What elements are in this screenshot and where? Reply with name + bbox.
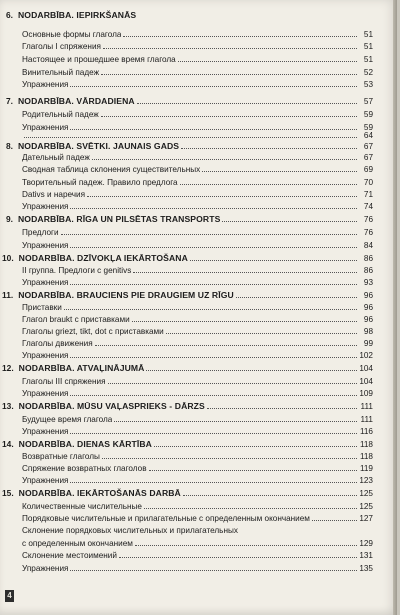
dot-leader [24, 137, 357, 138]
toc-page-number: 52 [363, 68, 373, 77]
chapter-title: NODARBĪBA. SVĒTKI. JAUNAIS GADS [18, 141, 180, 151]
section-title: Спряжение возвратных глаголов [22, 464, 147, 473]
toc-page-number: 57 [363, 97, 373, 106]
toc-page-number: 64 [363, 131, 373, 140]
toc-page-number: 51 [363, 55, 373, 64]
toc-section-entry [22, 199, 373, 211]
section-title: Творительный падеж. Правило предлога [22, 178, 178, 187]
chapter-number: 6. [6, 10, 13, 20]
toc-section-entry [22, 536, 373, 548]
section-title: Упражнения [22, 241, 69, 250]
dot-leader [222, 221, 357, 222]
section-title: Будущее время глагола [22, 415, 113, 424]
toc-section-entry [22, 275, 373, 287]
toc-page-number: 125 [359, 502, 373, 511]
toc-page-number: 51 [363, 30, 373, 39]
toc-section-entry [22, 324, 373, 336]
toc-page-number: 67 [363, 142, 373, 151]
toc-page-number: 59 [363, 110, 373, 119]
toc-section-entry [22, 312, 373, 324]
toc-page-number: 67 [363, 153, 373, 162]
chapter-title: NODARBĪBA. ATVAĻINĀJUMĀ [18, 363, 145, 373]
toc-section-entry [22, 449, 373, 461]
chapter-title: NODARBĪBA. IEKĀRTOŠANĀS DARBĀ [18, 488, 181, 498]
toc-page-number: 99 [363, 339, 373, 348]
toc-section-entry [22, 77, 373, 89]
toc-page-number: 96 [363, 291, 373, 300]
toc-page-number: 93 [363, 278, 373, 287]
dot-leader [70, 570, 357, 571]
section-title: Упражнения [22, 389, 69, 398]
section-title: Сводная таблица склонения существительных [22, 165, 201, 174]
section-title: II группа. Предлоги с genitivs [22, 266, 132, 275]
toc-section-entry [22, 374, 373, 386]
dot-leader [102, 458, 357, 459]
toc-chapter-entry [2, 288, 373, 300]
section-title: Основные формы глагола [22, 30, 122, 39]
dot-leader [149, 470, 357, 471]
chapter-title: NODARBĪBA. DIENAS KĀRTĪBA [18, 439, 152, 449]
toc-section-entry [22, 65, 373, 77]
toc-page-number: 135 [359, 564, 373, 573]
dot-leader [132, 321, 357, 322]
dot-leader [101, 74, 357, 75]
dot-leader [61, 234, 357, 235]
toc-section-entry [22, 238, 373, 250]
chapter-title: NODARBĪBA. MŪSU VAĻASPRIEKS - DĀRZS [18, 401, 205, 411]
toc-page-number: 111 [360, 415, 373, 424]
toc-section-entry [22, 561, 373, 573]
section-title: Порядковые числительные и прилагательные с определенным окончанием [22, 514, 310, 523]
toc-section-entry [22, 150, 373, 162]
section-title: Глаголы I спряжения [22, 42, 101, 51]
dot-leader [64, 309, 357, 310]
dot-leader [70, 395, 357, 396]
toc-page-number: 118 [359, 440, 373, 449]
dot-leader [119, 557, 357, 558]
toc-page-number: 116 [359, 427, 373, 436]
chapter-title: NODARBĪBA. DZĪVOKĻA IEKĀRTOŠANA [18, 253, 188, 263]
dot-leader [87, 196, 357, 197]
section-title: Упражнения [22, 564, 69, 573]
dot-leader [103, 48, 357, 49]
dot-leader [70, 284, 357, 285]
dot-leader [70, 357, 357, 358]
page-number: 4 [5, 590, 14, 602]
toc-section-entry [22, 107, 373, 119]
toc-chapter-entry [2, 251, 373, 263]
chapter-number: 9. [6, 214, 13, 224]
section-title: Упражнения [22, 427, 69, 436]
toc-page-number: 119 [359, 464, 373, 473]
toc-page-number: 125 [359, 489, 373, 498]
chapter-number: 8. [6, 141, 13, 151]
dot-leader [207, 408, 357, 409]
toc-page-number: 109 [359, 389, 373, 398]
toc-section-entry [22, 336, 373, 348]
toc-section-entry [22, 52, 373, 64]
dot-leader [137, 103, 357, 104]
toc-section-entry [22, 511, 373, 523]
dot-leader [181, 148, 357, 149]
section-title: Глаголы движения [22, 339, 93, 348]
dot-leader [114, 421, 357, 422]
dot-leader [190, 260, 357, 261]
toc-page-number: 98 [363, 327, 373, 336]
toc-chapter-entry [2, 361, 373, 373]
section-title: Глаголы III спряжения [22, 377, 106, 386]
section-title: Склонение порядковых числительных и прилагательных [22, 526, 238, 535]
section-title: Глагол braukt с приставками [22, 315, 130, 324]
toc-chapter-entry [6, 212, 373, 224]
dot-leader [70, 86, 357, 87]
dot-leader [312, 520, 357, 521]
toc-page-number: 76 [363, 215, 373, 224]
section-title: Количественные числительные [22, 502, 142, 511]
toc-page-number: 118 [359, 452, 373, 461]
toc-page-number: 51 [363, 42, 373, 51]
toc-page-number: 96 [363, 303, 373, 312]
toc-section-entry [22, 424, 373, 436]
chapter-number: 13. [2, 401, 14, 411]
section-title: Глаголы griezt, tikt, dot с приставками [22, 327, 164, 336]
dot-leader [135, 545, 357, 546]
toc-section-entry [22, 162, 373, 174]
dot-leader [144, 508, 357, 509]
toc-page-number: 127 [359, 514, 373, 523]
section-title: Возвратные глаголы [22, 452, 100, 461]
toc-section-entry [22, 386, 373, 398]
toc-section-entry [22, 548, 373, 560]
toc-section-entry [22, 225, 373, 237]
dot-leader [70, 482, 357, 483]
dot-leader [146, 370, 357, 371]
toc-section-entry [22, 499, 373, 511]
toc-section-entry [22, 263, 373, 275]
toc-section-entry [22, 39, 373, 51]
section-title: Склонение местоимений [22, 551, 117, 560]
toc-page-number: 104 [359, 377, 373, 386]
dot-leader [180, 184, 357, 185]
toc-section-entry [22, 473, 373, 485]
toc-page-number: 123 [359, 476, 373, 485]
chapter-title: NODARBĪBA. VĀRDADIENA [18, 96, 135, 106]
dot-leader [202, 171, 357, 172]
toc-section-entry [22, 187, 373, 199]
toc-page-number: 69 [363, 165, 373, 174]
section-title: Предлоги [22, 228, 59, 237]
dot-leader [92, 159, 357, 160]
chapter-number: 14. [2, 439, 14, 449]
section-title: Упражнения [22, 123, 69, 132]
dot-leader [236, 297, 357, 298]
dot-leader [166, 333, 357, 334]
toc-page-number: 71 [363, 190, 373, 199]
toc-page-number: 96 [363, 315, 373, 324]
chapter-number: 12. [2, 363, 14, 373]
section-title: Приставки [22, 303, 62, 312]
chapter-number: 15. [2, 488, 14, 498]
page-gutter-edge [393, 0, 397, 615]
dot-leader [70, 247, 357, 248]
toc-page-number: 76 [363, 228, 373, 237]
toc-chapter-entry [6, 94, 373, 106]
section-title: Упражнения [22, 476, 69, 485]
chapter-number: 10. [2, 253, 14, 263]
toc-page-number: 70 [363, 178, 373, 187]
toc-page-number: 129 [359, 539, 373, 548]
dot-leader [183, 495, 357, 496]
section-title: Dativs и наречия [22, 190, 86, 199]
toc-section-entry [22, 27, 373, 39]
dot-leader [70, 208, 357, 209]
toc-section-entry [22, 300, 373, 312]
toc-page-number: 53 [363, 80, 373, 89]
toc-page-number: 74 [363, 202, 373, 211]
toc-section-entry [22, 412, 373, 424]
chapter-number: 7. [6, 96, 13, 106]
section-title: Винительный падеж [22, 68, 100, 77]
section-title: Дательный падеж [22, 153, 90, 162]
chapter-title: NODARBĪBA. IEPIRKŠANĀS [18, 10, 137, 20]
toc-page-number: 86 [363, 266, 373, 275]
chapter-number: 11. [2, 290, 14, 300]
section-title: Упражнения [22, 202, 69, 211]
section-title: Упражнения [22, 80, 69, 89]
section-title: Упражнения [22, 351, 69, 360]
chapter-title: NODARBĪBA. RĪGA UN PILSĒTAS TRANSPORTS [18, 214, 221, 224]
toc-page-number: 104 [359, 364, 373, 373]
chapter-title: NODARBĪBA. BRAUCIENS PIE DRAUGIEM UZ RĪGU [18, 290, 234, 300]
toc-page-number: 59 [363, 123, 373, 132]
toc-page-number: 111 [360, 402, 373, 411]
toc-section-entry [22, 348, 373, 360]
section-title: Упражнения [22, 278, 69, 287]
toc-page-number: 102 [359, 351, 373, 360]
toc-section-entry [22, 175, 373, 187]
dot-leader [123, 36, 357, 37]
toc-section-entry [22, 523, 373, 535]
toc-chapter-entry [2, 399, 373, 411]
dot-leader [178, 61, 357, 62]
section-title: Родительный падеж [22, 110, 99, 119]
toc-chapter-entry [2, 437, 373, 449]
dot-leader [70, 433, 357, 434]
toc-page-number: 84 [363, 241, 373, 250]
dot-leader [154, 446, 357, 447]
section-title: Настоящее и прошедшее время глагола [22, 55, 176, 64]
toc-page-number: 86 [363, 254, 373, 263]
toc-chapter-entry [6, 8, 373, 20]
toc-section-entry [22, 461, 373, 473]
dot-leader [133, 272, 357, 273]
toc-page-number: 131 [359, 551, 373, 560]
toc-chapter-entry [2, 486, 373, 498]
dot-leader [95, 345, 357, 346]
dot-leader [101, 116, 357, 117]
section-title: с определенным окончанием [22, 539, 133, 548]
dot-leader [108, 383, 357, 384]
